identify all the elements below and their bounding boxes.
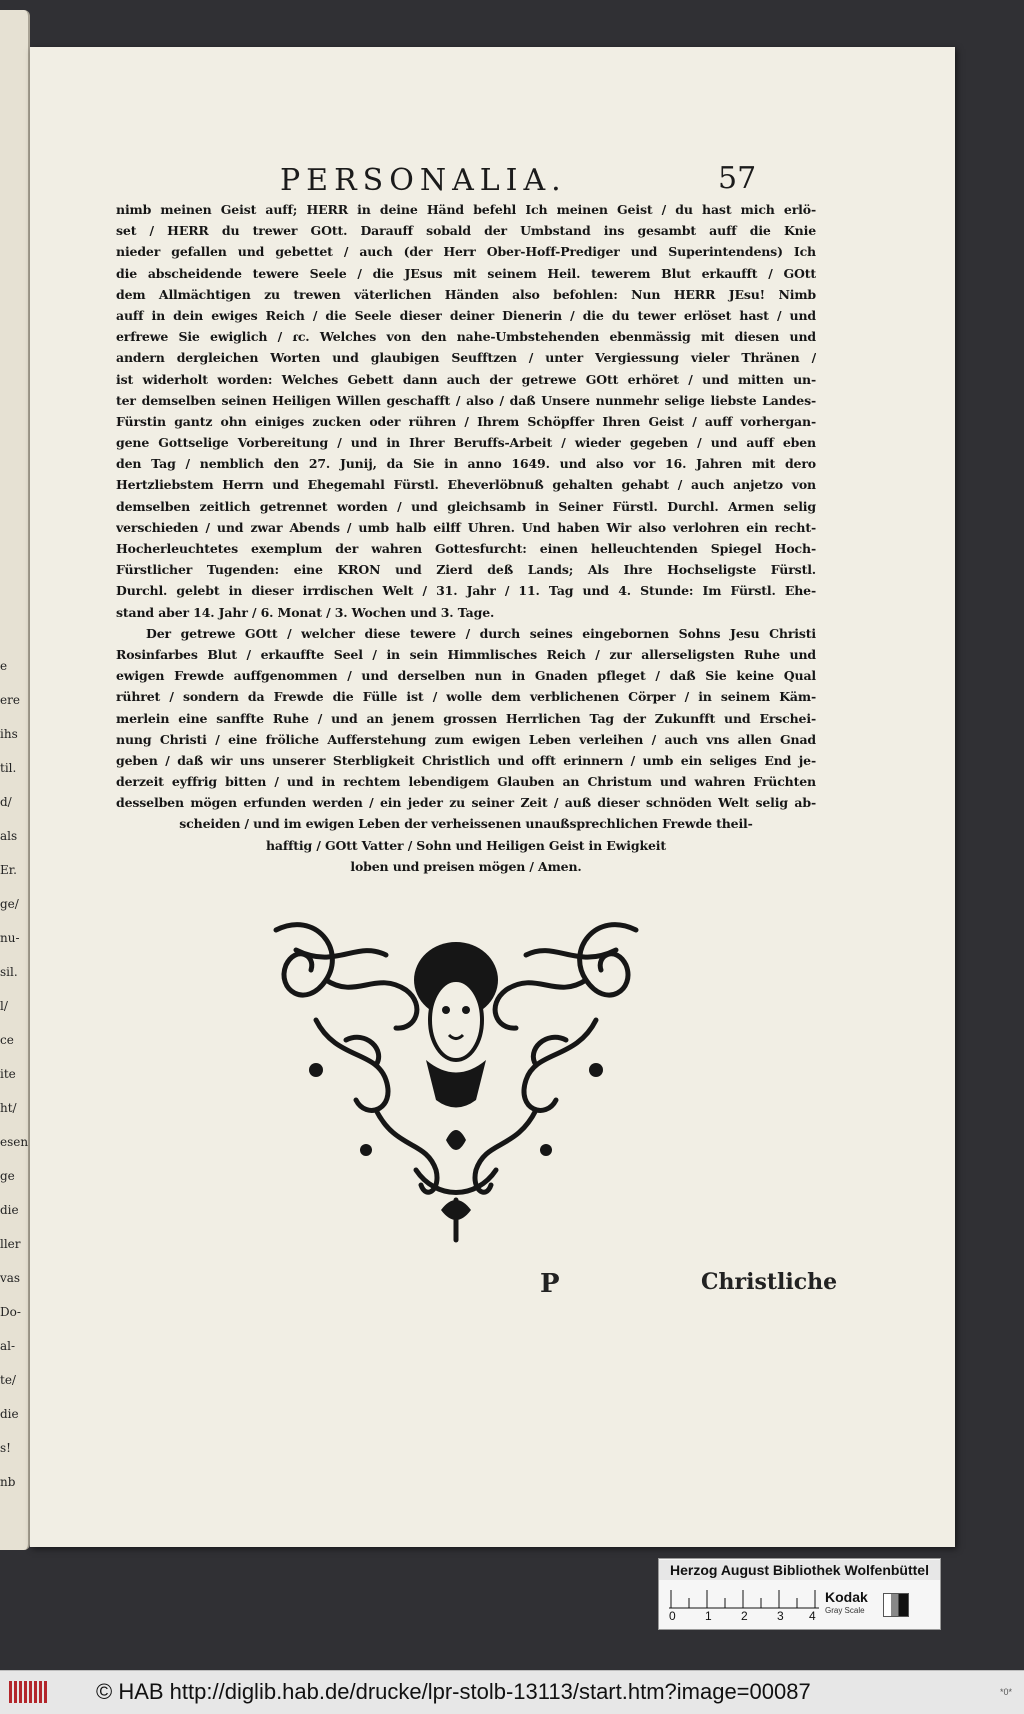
ruler-icon bbox=[669, 1586, 819, 1610]
text-line: dem Allmächtigen zu trewen väterlichen Händen also befohlen: Nun HERR JEsu! Nimb bbox=[116, 286, 816, 302]
text-line: set / HERR du trewer GOtt. Darauff sobald der Umbstand ins gesambt auff die Knie bbox=[116, 223, 816, 239]
footer-citation: © HAB http://diglib.hab.de/drucke/lpr-stolb-13113/start.htm?image=00087 bbox=[96, 1679, 811, 1704]
previous-page-fragment: ite bbox=[0, 1067, 16, 1081]
footer-bar bbox=[0, 1670, 1024, 1714]
text-line: die abscheidende tewere Seele / die JEsus mit seinem Heil. tewerem Blut erkaufft / GOtt bbox=[116, 265, 816, 281]
previous-page-fragment: Er. bbox=[0, 863, 17, 877]
page-number: 57 bbox=[718, 161, 757, 196]
previous-page-fragment: te/ bbox=[0, 1373, 16, 1387]
previous-page-fragment: die bbox=[0, 1203, 19, 1217]
text-line: desselben mögen erfunden werden / ein jeder zu seiner Zeit / auß dieser schnöden Welt selig ab- bbox=[116, 795, 816, 811]
text-line: ist widerholt worden: Welches Gebett dann auch der getrewe GOtt erhöret / und mitten un- bbox=[116, 371, 816, 387]
text-line: hafftig / GOtt Vatter / Sohn und Heiligen Geist in Ewigkeit bbox=[265, 837, 667, 853]
text-line: stand aber 14. Jahr / 6. Monat / 3. Wochen und 3. Tage. bbox=[116, 604, 495, 620]
library-logo-icon bbox=[8, 1679, 48, 1705]
color-bar-title: Herzog August Bibliothek Wolfenbüttel bbox=[659, 1560, 940, 1580]
signature-mark: P bbox=[540, 1269, 560, 1299]
scale-number: 1 bbox=[705, 1609, 712, 1623]
text-line: merlein eine sanffte Ruhe / und an jenem grossen Herrlichen Tag der Zukunfft und Erschei- bbox=[116, 710, 816, 726]
text-line: Hertzliebstem Herrn und Ehegemahl Fürstl. Eheverlöbnuß gehalten gehabt / auch anjetzo von bbox=[116, 477, 816, 493]
previous-page-fragment: nb bbox=[0, 1475, 16, 1489]
previous-page-fragment: ere bbox=[0, 693, 20, 707]
text-line: gene Gottselige Vorbereitung / und in Ihrer Beruffs-Arbeit / wieder gegeben / und auff eben bbox=[116, 435, 816, 451]
previous-page-edge bbox=[0, 10, 30, 1550]
woodcut-ornament bbox=[256, 910, 656, 1250]
previous-page-fragment: als bbox=[0, 829, 18, 843]
previous-page-fragment: d/ bbox=[0, 795, 12, 809]
book-page bbox=[30, 47, 955, 1547]
text-line: nung Christi / eine fröliche Aufferstehung zum ewigen Leben verleihen / auch vns allen Gnad bbox=[116, 731, 816, 747]
text-line: geben / daß wir uns unserer Sterbligkeit Christlich und offt erinnern / umb ein seliges End je- bbox=[116, 752, 816, 768]
text-line: demselben zeitlich getrennet worden / und gleichsamb in Seiner Fürstl. Durchl. Armen selig bbox=[116, 498, 816, 514]
gray-scale-label: Gray Scale bbox=[825, 1606, 865, 1615]
previous-page-fragment: e bbox=[0, 659, 8, 673]
text-line: auff in dein ewiges Reich / die Seele dieser deiner Dienerin / die du tewer erlöset hast / und bbox=[116, 307, 816, 323]
previous-page-fragment: ge bbox=[0, 1169, 15, 1183]
kodak-label: Kodak bbox=[825, 1589, 868, 1605]
text-line: Durchl. gelebt in dieser irrdischen Welt / 31. Jahr / 11. Tag und 4. Stunde: Im Fürstl. Ehe- bbox=[116, 583, 816, 599]
previous-page-fragment: ller bbox=[0, 1237, 21, 1251]
previous-page-fragment: vas bbox=[0, 1271, 21, 1285]
text-line: Rosinfarbes Blut / erkauffte Seel / in sein Himmlisches Reich / zur allerseligsten Ruhe und bbox=[116, 646, 816, 662]
previous-page-fragment: ht/ bbox=[0, 1101, 17, 1115]
scale-number: 2 bbox=[741, 1609, 748, 1623]
text-line: scheiden / und im ewigen Leben der verheissenen unaußsprechlichen Frewde theil- bbox=[179, 816, 753, 832]
text-line: Hocherleuchtetes exemplum der wahren Gottesfurcht: einen helleuchtenden Spiegel Hoch- bbox=[116, 541, 816, 556]
previous-page-fragment: s! bbox=[0, 1441, 11, 1455]
previous-page-fragment: sil. bbox=[0, 965, 18, 979]
text-line: rühret / sondern da Frewde die Fülle ist / wolle dem verblichenen Cörper / in seinem Käm- bbox=[116, 689, 816, 705]
previous-page-fragment: ce bbox=[0, 1033, 14, 1047]
text-line: nimb meinen Geist auff; HERR in deine Händ befehl Ich meinen Geist / du hast mich erlö- bbox=[116, 202, 816, 217]
text-line: verschieden / und zwar Abends / umb halb eilff Uhren. Und haben Wir also verlohren ein recht- bbox=[116, 519, 816, 535]
text-line: den Tag / nemblich den 27. Junij, da Sie in anno 1649. und also vor 16. Jahren mit dero bbox=[116, 456, 816, 472]
text-block bbox=[116, 199, 816, 877]
text-line: ewigen Frewde auffgenommen / und derselben nun in Gnaden pfleget / daß Sie keine Qual bbox=[116, 668, 816, 684]
previous-page-fragment: esen bbox=[0, 1135, 29, 1149]
text-line: Fürstin gantz ohn einiges zucken oder rühren / Ihrem Schöpffer Ihren Geist / auff vorhergan- bbox=[116, 413, 816, 429]
text-line: loben und preisen mögen / Amen. bbox=[350, 858, 582, 874]
scale-number: 3 bbox=[777, 1609, 784, 1623]
text-line: derzeit eyffrig bitten / und in rechtem lebendigem Glauben an Christum und wahren Früchten bbox=[116, 774, 816, 790]
scale-number: 0 bbox=[669, 1609, 676, 1623]
text-line: erfrewe Sie ewiglich / ɾc. Welches von den nahe-Umbstehenden ebenmässig mit diesen und bbox=[116, 329, 816, 345]
previous-page-fragment: nu- bbox=[0, 931, 20, 945]
footer-mark: *0* bbox=[999, 1687, 1012, 1697]
text-line: Der getrewe GOtt / welcher diese tewere / durch seines eingebornen Sohns Jesu Christi bbox=[146, 625, 816, 641]
gray-swatch bbox=[883, 1593, 909, 1617]
previous-page-fragment: l/ bbox=[0, 999, 8, 1013]
previous-page-fragment: die bbox=[0, 1407, 19, 1421]
text-line: andern dergleichen Worten und glaubigen Seufftzen / unter Vergiessung vieler Thränen / bbox=[116, 350, 816, 366]
catchword: Christliche bbox=[701, 1269, 838, 1295]
previous-page-fragment: ge/ bbox=[0, 897, 19, 911]
text-line: ter demselben seinen Heiligen Willen geschafft / also / daß Unsere nunmehr selige liebste Landes- bbox=[116, 392, 816, 408]
previous-page-fragment: al- bbox=[0, 1339, 16, 1353]
running-head: PERSONALIA. bbox=[280, 163, 567, 198]
previous-page-fragment: Do- bbox=[0, 1305, 21, 1319]
text-line: Fürstlicher Tugenden: eine KRON und Zierd deß Lands; Als Ihre Hochseligste Fürstl. bbox=[116, 562, 816, 578]
scale-number: 4 bbox=[809, 1609, 816, 1623]
text-line: nieder gefallen und gebettet / auch (der Herr Ober-Hoff-Prediger und Superintendens) Ich bbox=[116, 244, 816, 260]
previous-page-fragment: til. bbox=[0, 761, 17, 775]
previous-page-fragment: ihs bbox=[0, 727, 18, 741]
color-calibration-bar bbox=[658, 1558, 941, 1630]
